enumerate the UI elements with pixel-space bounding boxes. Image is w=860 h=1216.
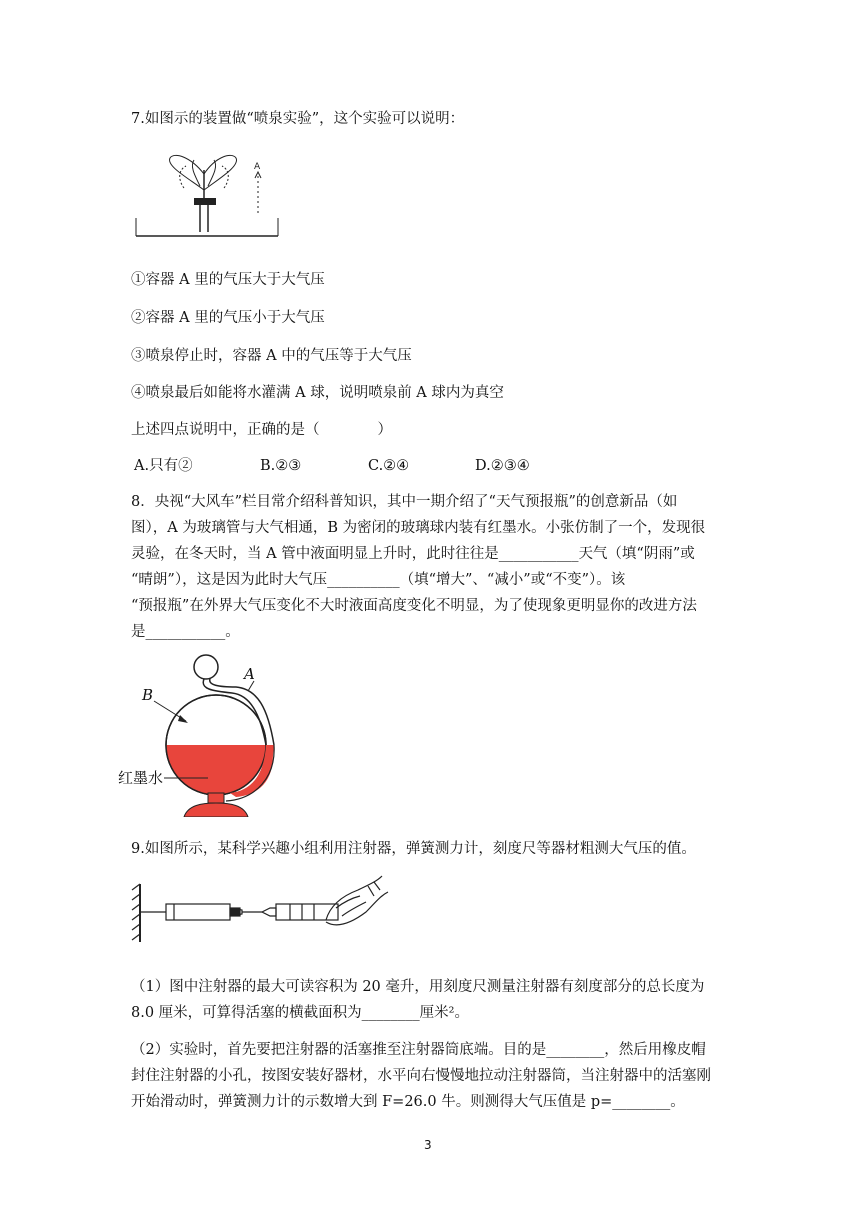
fountain-experiment-figure (128, 148, 298, 244)
q9-stem: 9.如图所示，某科学兴趣小组利用注射器，弹簧测力计，刻度尺等器材粗测大气压的值。 (131, 841, 696, 857)
syringe-experiment-figure (130, 868, 392, 946)
q9-part2-line-1: （2）实验时，首先要把注射器的活塞推至注射器筒底端。目的是________，然后用橡皮帽 (131, 1042, 706, 1058)
q8-line-2: 图），A 为玻璃管与大气相通，B 为密闭的玻璃球内装有红墨水。小张仿制了一个，发现很 (131, 520, 706, 536)
weather-bottle-label-ink: 红墨水 (118, 769, 164, 787)
q9-part1-line-1: （1）图中注射器的最大可读容积为 20 毫升，用刻度尺测量注射器有刻度部分的总长度为 (131, 979, 705, 995)
q7-option-a: A.只有② (134, 458, 193, 474)
q8-line-4: “晴朗”），这是因为此时大气压__________（填“增大”、“减小”或“不变”）。该 (131, 572, 626, 588)
page-number: 3 (424, 1138, 432, 1152)
q7-option-b: B.②③ (260, 458, 302, 474)
q7-statement-1: ①容器 A 里的气压大于大气压 (131, 272, 325, 288)
q7-stem: 7.如图示的装置做“喷泉实验”，这个实验可以说明： (131, 111, 465, 127)
q8-line-3: 灵验，在冬天时，当 A 管中液面明显上升时，此时往往是___________天气（填“阴雨”或 (131, 546, 695, 562)
weather-bottle-label-a: A (244, 665, 255, 683)
q7-statement-2: ②容器 A 里的气压小于大气压 (131, 310, 325, 326)
weather-bottle-label-b: B (142, 686, 154, 704)
q7-option-c: C.②④ (368, 458, 410, 474)
q9-part1-line-2: 8.0 厘米，可算得活塞的横截面积为________厘米²。 (131, 1005, 469, 1021)
fountain-label-a: A (254, 162, 261, 172)
q7-statement-3: ③喷泉停止时，容器 A 中的气压等于大气压 (131, 348, 412, 364)
q8-line-1: 8．央视“大风车”栏目常介绍科普知识，其中一期介绍了“天气预报瓶”的创意新品（如 (131, 494, 678, 510)
q7-statement-4: ④喷泉最后如能将水灌满 A 球，说明喷泉前 A 球内为真空 (131, 385, 504, 401)
q7-question: 上述四点说明中，正确的是（ ） (131, 422, 392, 438)
q8-line-5: “预报瓶”在外界大气压变化不大时液面高度变化不明显，为了使现象更明显你的改进方法 (131, 598, 697, 614)
weather-bottle-figure (116, 645, 282, 817)
q9-part2-line-2: 封住注射器的小孔，按图安装好器材，水平向右慢慢地拉动注射器筒，当注射器中的活塞刚 (131, 1068, 711, 1084)
q7-option-d: D.②③④ (475, 458, 530, 474)
q9-part2-line-3: 开始滑动时，弹簧测力计的示数增大到 F=26.0 牛。则测得大气压值是 p=________。 (131, 1094, 685, 1110)
q8-line-6: 是___________。 (131, 624, 240, 640)
